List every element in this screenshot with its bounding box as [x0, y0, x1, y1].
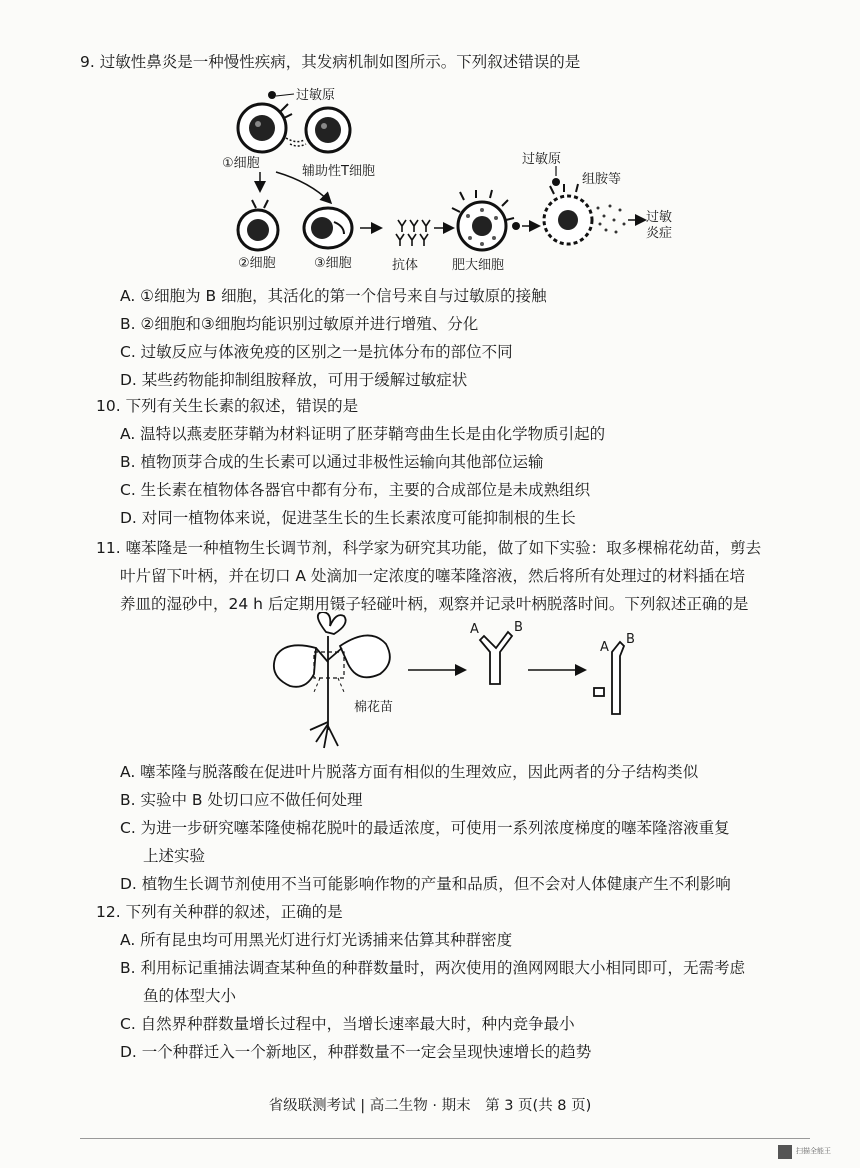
q12-option-d: D. 一个种群迁入一个新地区，种群数量不一定会呈现快速增长的趋势	[120, 1043, 592, 1061]
petiole-shape	[480, 632, 512, 684]
fig-label-antibody: 抗体	[392, 258, 419, 273]
fig-label-a2: A	[600, 640, 609, 655]
fig-label-symptom: 过敏炎症	[646, 210, 673, 241]
fig-label-histamine: 组胺等	[582, 172, 622, 187]
fig-label-cell3: ③细胞	[314, 256, 352, 271]
q11-option-c: C. 为进一步研究噻苯隆使棉花脱叶的最适浓度，可使用一系列浓度梯度的噻苯隆溶液重复	[120, 819, 730, 837]
bottom-divider	[80, 1138, 810, 1139]
mast-cell-shape	[452, 190, 514, 250]
q12-stem: 12. 下列有关种群的叙述，正确的是	[96, 903, 343, 921]
fig-label-a: A	[470, 622, 479, 637]
q9-option-d: D. 某些药物能抑制组胺释放，可用于缓解过敏症状	[120, 371, 468, 389]
q10-option-b: B. 植物顶芽合成的生长素可以通过非极性运输向其他部位运输	[120, 453, 544, 471]
scanner-watermark: 扫描全能王	[796, 1147, 831, 1155]
fig-label-allergen: 过敏原	[296, 88, 336, 103]
petiole-after-shape	[594, 642, 624, 714]
q10-stem: 10. 下列有关生长素的叙述，错误的是	[96, 397, 359, 415]
q10-option-c: C. 生长素在植物体各器官中都有分布，主要的合成部位是未成熟组织	[120, 481, 591, 499]
q12-option-b-cont: 鱼的体型大小	[143, 987, 237, 1005]
q11-option-c-cont: 上述实验	[143, 847, 206, 865]
q9-option-b: B. ②细胞和③细胞均能识别过敏原并进行增殖、分化	[120, 315, 479, 333]
seedling-shape	[274, 612, 390, 748]
antibody-shapes	[396, 220, 430, 246]
qr-code-icon	[778, 1145, 792, 1159]
q12-option-b: B. 利用标记重捕法调查某种鱼的种群数量时，两次使用的渔网网眼大小相同即可，无需考虑	[120, 959, 745, 977]
cell2-shape	[238, 200, 278, 250]
degranulating-cell-shape	[544, 184, 592, 244]
allergy-mechanism-diagram	[220, 82, 700, 282]
q12-option-c: C. 自然界种群数量增长过程中，当增长速率最大时，种内竞争最小	[120, 1015, 575, 1033]
fig-label-b: B	[514, 620, 523, 635]
q11-stem-line2: 叶片留下叶柄，并在切口 A 处滴加一定浓度的噻苯隆溶液，然后将所有处理过的材料插在培	[120, 567, 745, 585]
q10-option-a: A. 温特以燕麦胚芽鞘为材料证明了胚芽鞘弯曲生长是由化学物质引起的	[120, 425, 606, 443]
cell3-shape	[304, 208, 352, 248]
histamine-dots	[597, 205, 626, 234]
helper-t-shape	[306, 108, 350, 152]
q9-option-c: C. 过敏反应与体液免疫的区别之一是抗体分布的部位不同	[120, 343, 513, 361]
q11-stem-line1: 11. 噻苯隆是一种植物生长调节剂，科学家为研究其功能，做了如下实验：取多棵棉花幼苗，剪去	[96, 539, 762, 557]
fig-label-seedling: 棉花苗	[354, 700, 394, 715]
fig-label-mast-cell: 肥大细胞	[452, 258, 505, 273]
fig-label-cell2: ②细胞	[238, 256, 276, 271]
q11-option-a: A. 噻苯隆与脱落酸在促进叶片脱落方面有相似的生理效应，因此两者的分子结构类似	[120, 763, 699, 781]
fig-label-b2: B	[626, 632, 635, 647]
q9-option-a: A. ①细胞为 B 细胞，其活化的第一个信号来自与过敏原的接触	[120, 287, 547, 305]
seedling-experiment-diagram	[268, 612, 668, 752]
q11-option-d: D. 植物生长调节剂使用不当可能影响作物的产量和品质，但不会对人体健康产生不利影响	[120, 875, 731, 893]
q9-stem: 9. 过敏性鼻炎是一种慢性疾病，其发病机制如图所示。下列叙述错误的是	[80, 53, 581, 71]
q11-stem-line3: 养皿的湿砂中，24 h 后定期用镊子轻碰叶柄，观察并记录叶柄脱落时间。下列叙述正确的是	[120, 595, 749, 613]
q10-option-d: D. 对同一植物体来说，促进茎生长的生长素浓度可能抑制根的生长	[120, 509, 576, 527]
q11-option-b: B. 实验中 B 处切口应不做任何处理	[120, 791, 363, 809]
q12-option-a: A. 所有昆虫均可用黑光灯进行灯光诱捕来估算其种群密度	[120, 931, 513, 949]
cell1-shape	[238, 104, 292, 152]
fig-label-allergen2: 过敏原	[522, 152, 562, 167]
fig-label-cell1: ①细胞	[222, 156, 260, 171]
fig-label-helper-t: 辅助性T细胞	[302, 164, 375, 179]
page-footer: 省级联测考试 | 高二生物 · 期末 第 3 页(共 8 页)	[268, 1098, 592, 1114]
